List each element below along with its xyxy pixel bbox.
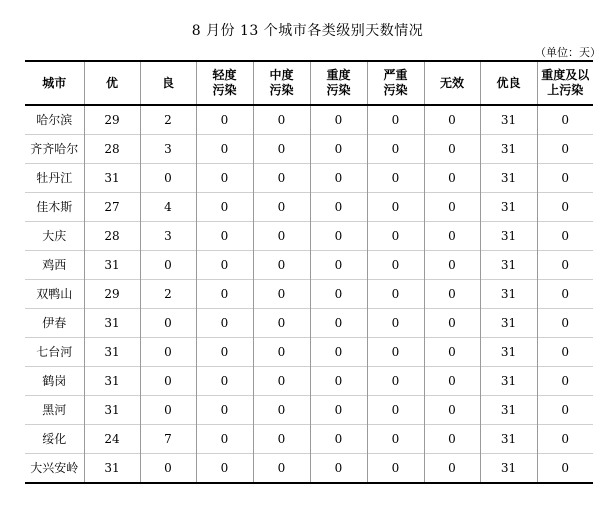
value-cell: 0 [537, 338, 593, 367]
value-cell: 0 [367, 454, 424, 484]
table-row [25, 454, 593, 484]
header-city: 城市 [25, 61, 84, 105]
table-row [25, 309, 593, 338]
value-cell: 29 [84, 280, 140, 309]
city-name-cell: 齐齐哈尔 [25, 135, 84, 164]
value-cell: 0 [253, 222, 310, 251]
value-cell: 4 [140, 193, 196, 222]
value-cell: 0 [310, 454, 367, 484]
city-name-cell: 鸡西 [25, 251, 84, 280]
value-cell: 2 [140, 105, 196, 135]
value-cell: 0 [424, 164, 480, 193]
value-cell: 0 [367, 105, 424, 135]
page-title: 8 月份 13 个城市各类级别天数情况 [191, 23, 424, 39]
value-cell: 24 [84, 425, 140, 454]
value-cell: 0 [253, 367, 310, 396]
value-cell: 0 [253, 164, 310, 193]
value-cell: 31 [480, 425, 537, 454]
value-cell: 0 [310, 338, 367, 367]
city-name-cell: 绥化 [25, 425, 84, 454]
table-row [25, 338, 593, 367]
value-cell: 0 [537, 280, 593, 309]
value-cell: 27 [84, 193, 140, 222]
value-cell: 0 [140, 309, 196, 338]
value-cell: 28 [84, 222, 140, 251]
value-cell: 31 [480, 164, 537, 193]
header-moderate-pollution: 中度 污染 [253, 61, 310, 105]
header-good: 良 [140, 61, 196, 105]
value-cell: 0 [196, 367, 253, 396]
city-name-cell: 大庆 [25, 222, 84, 251]
value-cell: 0 [253, 193, 310, 222]
header-excellent-good: 优良 [480, 61, 537, 105]
value-cell: 0 [537, 454, 593, 484]
header-light-pollution: 轻度 污染 [196, 61, 253, 105]
value-cell: 0 [367, 338, 424, 367]
value-cell: 0 [424, 280, 480, 309]
city-name-cell: 牡丹江 [25, 164, 84, 193]
value-cell: 0 [310, 396, 367, 425]
value-cell: 31 [480, 251, 537, 280]
value-cell: 0 [140, 338, 196, 367]
value-cell: 0 [196, 251, 253, 280]
value-cell: 0 [537, 193, 593, 222]
value-cell: 0 [367, 396, 424, 425]
value-cell: 0 [196, 338, 253, 367]
value-cell: 3 [140, 222, 196, 251]
header-excellent: 优 [84, 61, 140, 105]
header-severe-pollution: 严重 污染 [367, 61, 424, 105]
value-cell: 0 [196, 309, 253, 338]
value-cell: 0 [253, 135, 310, 164]
value-cell: 2 [140, 280, 196, 309]
value-cell: 0 [310, 251, 367, 280]
value-cell: 0 [253, 105, 310, 135]
value-cell: 31 [84, 338, 140, 367]
value-cell: 3 [140, 135, 196, 164]
table-body [25, 105, 593, 483]
value-cell: 31 [480, 396, 537, 425]
value-cell: 0 [310, 425, 367, 454]
value-cell: 31 [84, 367, 140, 396]
value-cell: 31 [480, 338, 537, 367]
value-cell: 0 [253, 338, 310, 367]
value-cell: 0 [424, 135, 480, 164]
value-cell: 0 [424, 193, 480, 222]
city-name-cell: 黑河 [25, 396, 84, 425]
table-row [25, 425, 593, 454]
city-name-cell: 大兴安岭 [25, 454, 84, 484]
value-cell: 0 [424, 338, 480, 367]
value-cell: 31 [84, 309, 140, 338]
value-cell: 0 [310, 105, 367, 135]
value-cell: 0 [537, 251, 593, 280]
value-cell: 31 [480, 135, 537, 164]
table-row [25, 164, 593, 193]
value-cell: 0 [537, 396, 593, 425]
value-cell: 0 [196, 164, 253, 193]
value-cell: 0 [424, 105, 480, 135]
value-cell: 0 [537, 135, 593, 164]
value-cell: 0 [140, 454, 196, 484]
value-cell: 29 [84, 105, 140, 135]
value-cell: 0 [367, 193, 424, 222]
value-cell: 0 [424, 454, 480, 484]
value-cell: 0 [196, 425, 253, 454]
value-cell: 0 [253, 396, 310, 425]
value-cell: 0 [196, 280, 253, 309]
value-cell: 0 [424, 396, 480, 425]
table-row [25, 135, 593, 164]
value-cell: 0 [424, 222, 480, 251]
header-invalid: 无效 [424, 61, 480, 105]
value-cell: 31 [480, 193, 537, 222]
value-cell: 0 [310, 280, 367, 309]
table-row [25, 396, 593, 425]
value-cell: 0 [253, 309, 310, 338]
value-cell: 0 [537, 164, 593, 193]
value-cell: 0 [537, 367, 593, 396]
value-cell: 0 [537, 105, 593, 135]
value-cell: 0 [310, 193, 367, 222]
value-cell: 0 [310, 164, 367, 193]
city-name-cell: 伊春 [25, 309, 84, 338]
table-row [25, 251, 593, 280]
city-name-cell: 七台河 [25, 338, 84, 367]
value-cell: 0 [367, 309, 424, 338]
value-cell: 0 [253, 280, 310, 309]
value-cell: 0 [196, 454, 253, 484]
value-cell: 0 [367, 280, 424, 309]
value-cell: 0 [310, 309, 367, 338]
value-cell: 0 [367, 367, 424, 396]
value-cell: 0 [367, 251, 424, 280]
value-cell: 0 [196, 396, 253, 425]
value-cell: 31 [480, 105, 537, 135]
value-cell: 0 [424, 251, 480, 280]
value-cell: 0 [196, 105, 253, 135]
value-cell: 31 [480, 222, 537, 251]
value-cell: 0 [196, 135, 253, 164]
header-heavy-pollution: 重度 污染 [310, 61, 367, 105]
value-cell: 31 [84, 454, 140, 484]
value-cell: 0 [140, 164, 196, 193]
city-name-cell: 哈尔滨 [36, 112, 73, 127]
value-cell: 28 [84, 135, 140, 164]
table-row [25, 367, 593, 396]
value-cell: 0 [310, 222, 367, 251]
value-cell: 31 [480, 367, 537, 396]
city-air-quality-table [25, 60, 593, 484]
value-cell: 31 [84, 251, 140, 280]
value-cell: 0 [310, 367, 367, 396]
header-heavy-and-above: 重度及以 上污染 [537, 61, 593, 105]
value-cell: 7 [140, 425, 196, 454]
city-name-cell: 鹤岗 [25, 367, 84, 396]
table-row [25, 193, 593, 222]
value-cell: 0 [253, 425, 310, 454]
value-cell: 0 [537, 425, 593, 454]
value-cell: 0 [196, 193, 253, 222]
value-cell: 0 [253, 454, 310, 484]
table-row [25, 222, 593, 251]
value-cell: 0 [367, 135, 424, 164]
city-name-cell: 双鸭山 [25, 280, 84, 309]
value-cell: 0 [367, 164, 424, 193]
value-cell: 31 [84, 164, 140, 193]
value-cell: 0 [367, 425, 424, 454]
value-cell: 31 [480, 280, 537, 309]
table-row [25, 105, 593, 135]
city-name-cell: 佳木斯 [25, 193, 84, 222]
unit-note: （单位：天） [535, 46, 601, 59]
value-cell: 0 [367, 222, 424, 251]
value-cell: 0 [253, 251, 310, 280]
value-cell: 0 [537, 309, 593, 338]
value-cell: 0 [310, 135, 367, 164]
value-cell: 0 [537, 222, 593, 251]
value-cell: 0 [196, 222, 253, 251]
value-cell: 0 [424, 309, 480, 338]
value-cell: 0 [140, 251, 196, 280]
value-cell: 0 [140, 367, 196, 396]
value-cell: 0 [424, 367, 480, 396]
table-row [25, 280, 593, 309]
value-cell: 0 [140, 396, 196, 425]
table-header-row [25, 61, 593, 105]
value-cell: 31 [480, 454, 537, 484]
value-cell: 31 [84, 396, 140, 425]
value-cell: 0 [424, 425, 480, 454]
value-cell: 31 [480, 309, 537, 338]
